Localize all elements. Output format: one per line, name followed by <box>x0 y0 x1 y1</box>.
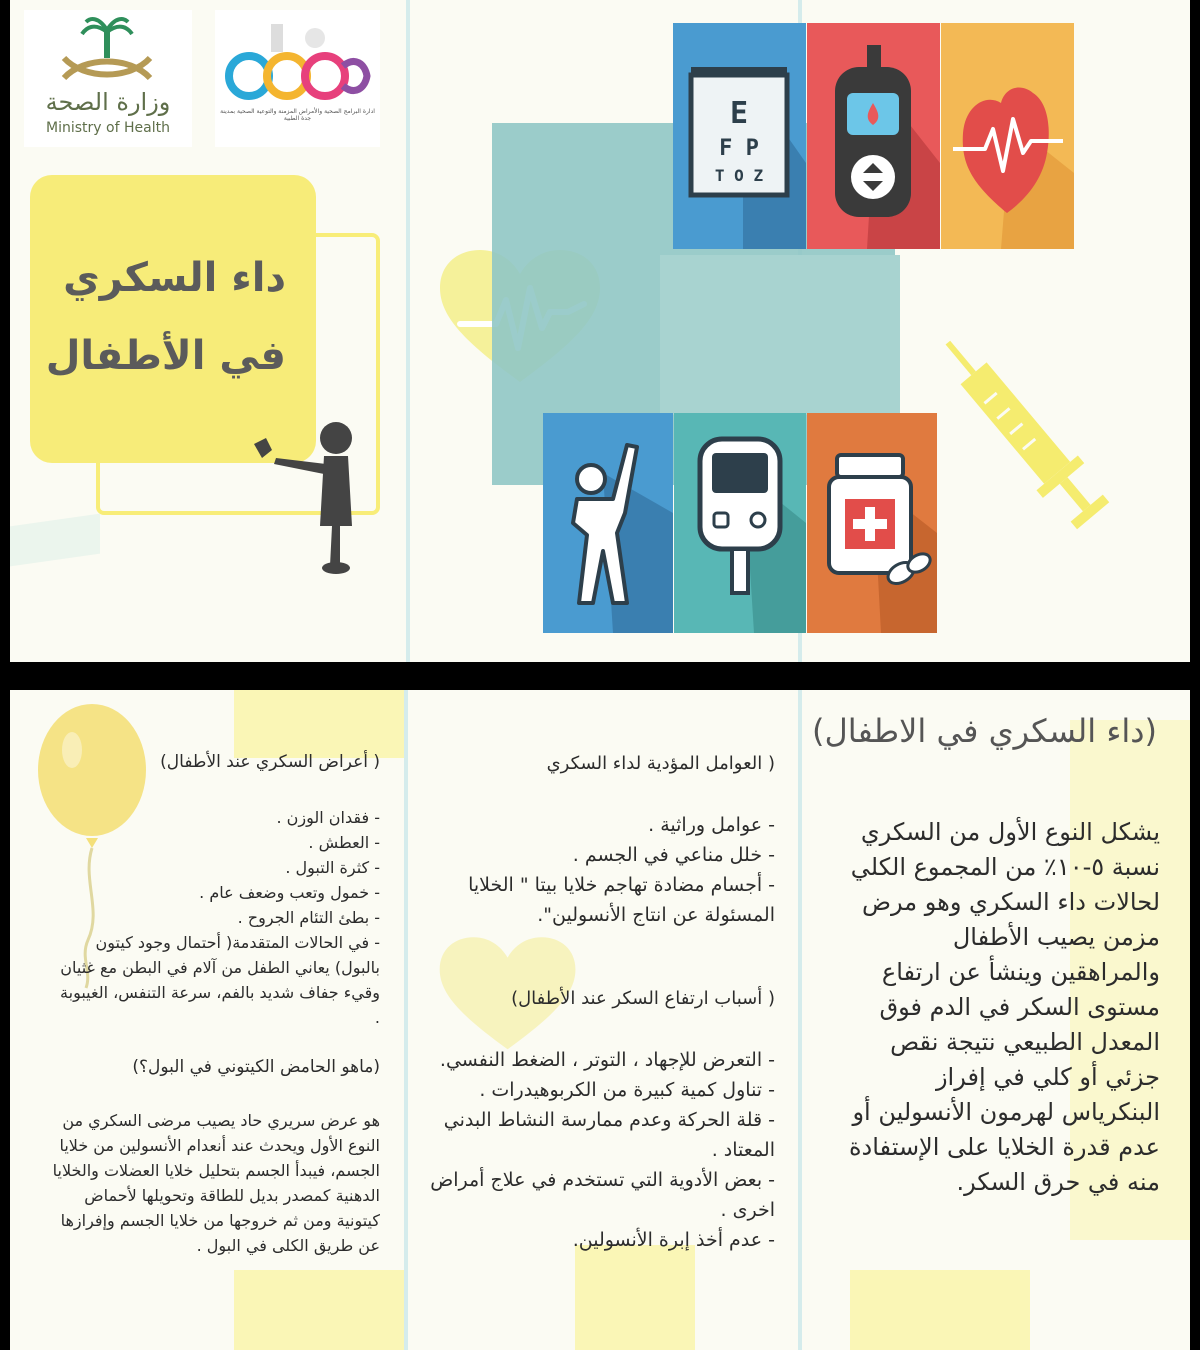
right-panel-paragraph: يشكل النوع الأول من السكري نسبة ٥-١٠٪ من المجموع الكلي لحالات داء السكري وهو مرض مزمن يصيب الأطفال والمراهقين وينشأ عن ارتفاع مستوى السكر في الدم فوق المعدل الطبيعي نتيجة نقص جزئي أو كلي في إفراز البنكرياس لهرمون الأنسولين أو عدم قدرة الخلايا على الإستفادة منه في حرق السكر. <box>848 818 1160 1196</box>
factors-heading: ( العوامل المؤدية لداء السكري <box>546 753 775 774</box>
ketone-heading: (ماهو الحامض الكيتوني في البول؟) <box>132 1057 380 1077</box>
partner-logo-mark <box>215 10 380 110</box>
brochure-outside-panel <box>10 0 1190 662</box>
fold-line <box>404 690 408 1350</box>
title-line-1: داء السكري <box>63 255 286 301</box>
medicine-tile <box>807 413 937 633</box>
list-item: - خلل مناعي في الجسم . <box>572 844 775 866</box>
medicine-bottle-icon <box>807 413 937 633</box>
eye-chart-icon <box>673 23 806 249</box>
heart-tile <box>941 23 1074 249</box>
eye-chart-row-3: T O Z <box>714 166 764 185</box>
list-item: - خمول وتعب وضعف عام . <box>199 883 380 902</box>
ministry-name-ar: وزارة الصحة <box>45 88 171 116</box>
partner-logo <box>215 10 380 147</box>
list-item: - بعض الأدوية التي تستخدم في علاج أمراض اخرى . <box>430 1169 775 1221</box>
exercise-tile <box>543 413 673 633</box>
child-silhouette-icon <box>236 416 366 576</box>
list-item: - العطش . <box>308 833 380 852</box>
heart-ecg-icon <box>941 23 1074 249</box>
eye-chart-row-1: E <box>729 96 749 131</box>
glucometer-icon <box>807 23 940 249</box>
list-item: - قلة الحركة وعدم ممارسة النشاط البدني المعتاد . <box>443 1109 775 1161</box>
causes-heading: ( أسباب ارتفاع السكر عند الأطفال) <box>511 988 775 1009</box>
decorative-block <box>850 1270 1030 1350</box>
fold-line <box>406 0 410 662</box>
factors-list <box>440 810 775 930</box>
list-item: - تناول كمية كبيرة من الكربوهيدرات . <box>479 1079 775 1101</box>
list-item: - في الحالات المتقدمة( أحتمال وجود كيتون بالبول) يعاني الطفل من آلام في البطن مع غثيان وقيء جفاف شديد بالفم، سرعة التنفس، الغيبوبة . <box>60 933 380 1027</box>
list-item: - عدم أخذ إبرة الأنسولين. <box>572 1229 775 1251</box>
ketone-paragraph: هو عرض سريري حاد يصيب مرضى السكري من النوع الأول ويحدث عند أنعدام الأنسولين من خلايا الجسم، فيبدأ الجسم بتحليل خلايا العضلات والخلايا الدهنية كمصدر بديل للطاقة وتحويلها لأحماض كيتونية ومن ثم خروجها من خلايا الجسم وإفرازها عن طريق الكلى في البول . <box>52 1111 380 1255</box>
symptoms-heading: ( أعراض السكري عند الأطفال) <box>160 752 380 772</box>
list-item: - فقدان الوزن . <box>276 808 380 827</box>
causes-list <box>430 1045 775 1255</box>
list-item: - أجسام مضادة تهاجم خلايا بيتا " الخلايا المسئولة عن انتاج الأنسولين". <box>468 874 775 926</box>
syringe-icon <box>940 318 1130 550</box>
teal-background-block <box>660 255 900 415</box>
exercise-person-icon <box>543 413 673 633</box>
partner-logo-caption: ادارة البرامج الصحية والأمراض المزمنة والتوعية الصحية بمدينة جدة الطبية <box>220 108 375 122</box>
decorative-block <box>234 1270 404 1350</box>
title-line-2: في الأطفال <box>45 333 286 379</box>
glucose-meter-icon <box>674 413 806 633</box>
ministry-logo <box>24 10 192 147</box>
decorative-block <box>234 690 404 758</box>
palm-swords-icon <box>24 10 192 90</box>
decorative-brush <box>10 514 100 567</box>
brochure-inside-panel <box>10 690 1190 1350</box>
list-item: - بطئ التئام الجروح . <box>237 908 380 927</box>
eye-chart-row-2: F P <box>719 136 759 161</box>
glucose-meter-tile <box>674 413 806 633</box>
list-item: - التعرض للإجهاد ، التوتر ، الضغط النفسي. <box>439 1049 775 1071</box>
glucometer-tile <box>807 23 940 249</box>
right-panel-title: (داء السكري في الاطفال) <box>812 712 1157 750</box>
fold-line <box>798 690 802 1350</box>
list-item: - عوامل وراثية . <box>648 814 775 836</box>
eye-chart-tile <box>673 23 806 249</box>
list-item: - كثرة التبول . <box>285 858 380 877</box>
symptoms-list <box>50 805 380 1030</box>
ministry-name-en: Ministry of Health <box>46 120 170 136</box>
decorative-block <box>575 1245 695 1350</box>
